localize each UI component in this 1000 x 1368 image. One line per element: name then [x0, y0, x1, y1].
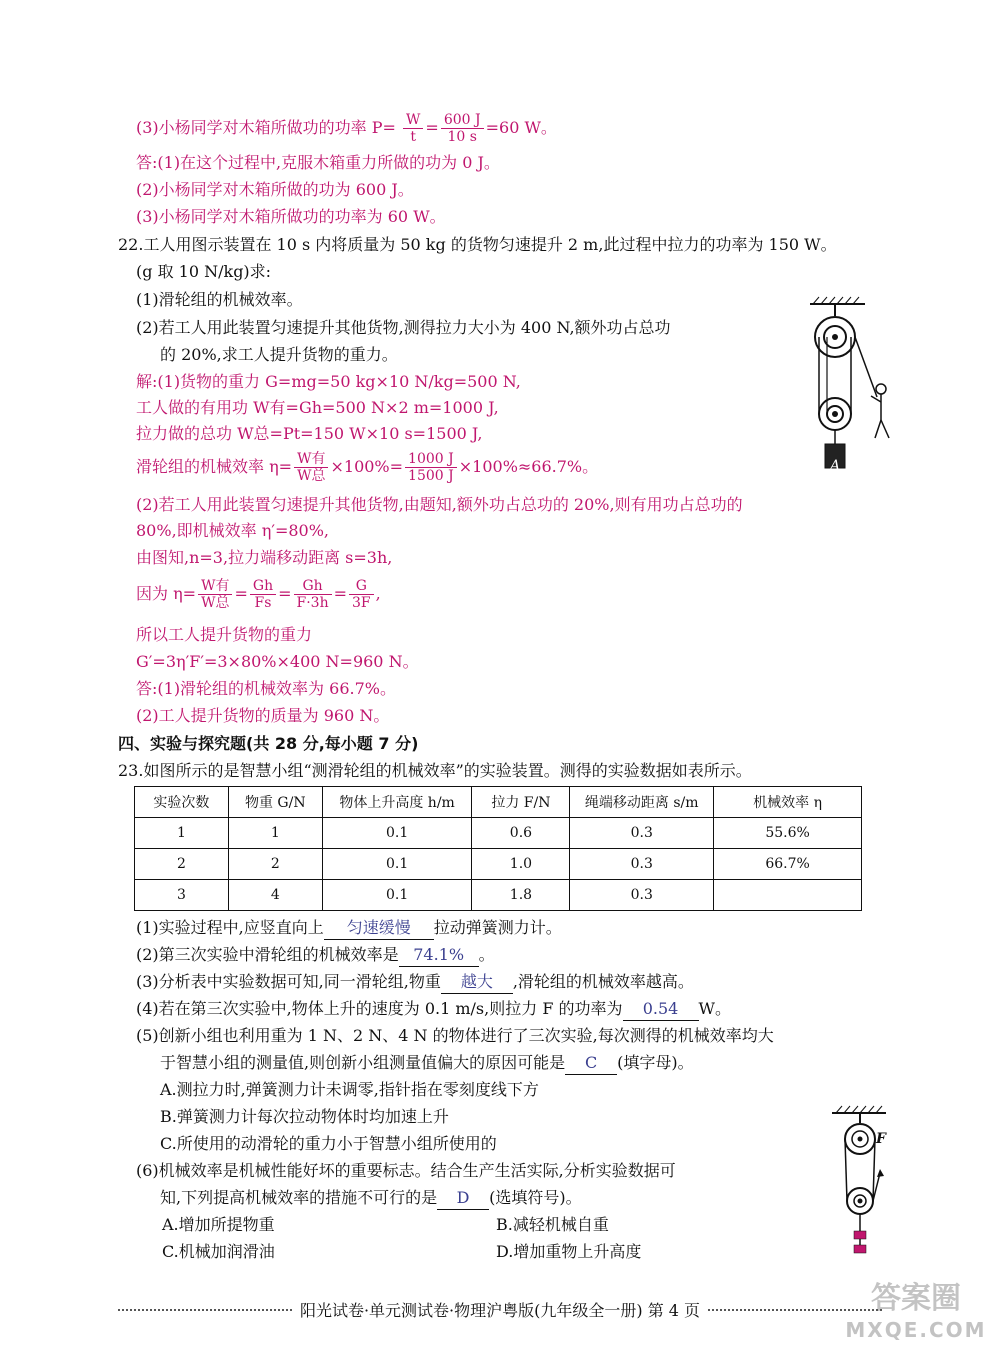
table-header-row [135, 787, 862, 818]
answer-blank: 匀速缓慢 [324, 917, 434, 940]
q23-sub-5a: (5)创新小组也利用重为 1 N、2 N、4 N 的物体进行了三次实验,每次测得的机械效率均大 [136, 1026, 774, 1045]
q23-s6b-post: (选填符号)。 [489, 1188, 582, 1207]
frac-numerator: W有 [198, 578, 232, 595]
q23-s3-pre: (3)分析表中实验数据可知,同一滑轮组,物重 [136, 972, 441, 991]
footer-dots-left [118, 1309, 292, 1311]
q22-sub-2b: 的 20%,求工人提升货物的重力。 [160, 345, 398, 364]
q22-answer-1: 答:(1)滑轮组的机械效率为 66.7%。 [136, 679, 396, 698]
watermark [836, 1280, 996, 1360]
q23-sub-2 [136, 944, 495, 967]
table-cell: 2 [135, 849, 229, 880]
q22-stem-1: 22.工人用图示装置在 10 s 内将质量为 50 kg 的货物匀速提升 2 m,此过程中拉力的功率为 150 W。 [118, 235, 837, 254]
q23-option-b: B.弹簧测力计每次拉动物体时均加速上升 [160, 1107, 449, 1126]
frac-numerator: Gh [250, 578, 276, 595]
table-cell: 0.3 [570, 849, 714, 880]
answer-blank: D [437, 1187, 489, 1210]
q22-solution-3: 拉力做的总功 W总=Pt=150 W×10 s=1500 J, [136, 424, 483, 443]
watermark-url: MXQE.COM [845, 1318, 987, 1342]
answer-blank: 0.54 [623, 998, 699, 1021]
table-cell: 1 [228, 818, 322, 849]
q22-solution-1: 解:(1)货物的重力 G=mg=50 kg×10 N/kg=500 N, [136, 372, 521, 391]
q23-choice-a: A.增加所提物重 [162, 1215, 275, 1234]
q23-s1-post: 拉动弹簧测力计。 [433, 918, 562, 937]
answer-blank: 越大 [441, 971, 513, 994]
frac-denominator: Fs [254, 595, 272, 611]
table-cell: 2 [228, 849, 322, 880]
q23-s4-post: W。 [698, 999, 731, 1018]
q22-efficiency-line [136, 449, 598, 485]
answer-blank: 74.1% [399, 944, 479, 967]
q22-eta-line: 因为 η= $\frac{\text{W有}}{\text{W总}}$ = $\frac{Gh}{Fs}$ = $\frac{Gh}{F\cdot 3h}$ = $\frac{G}{3F}$ , [136, 578, 381, 611]
table-header: 机械效率 η [714, 787, 862, 818]
table-header: 拉力 F/N [472, 787, 570, 818]
table-cell: 1.0 [472, 849, 570, 880]
q22-stem-2: (g 取 10 N/kg)求: [136, 262, 272, 281]
q23-option-a: A.测拉力时,弹簧测力计未调零,指针指在零刻度线下方 [160, 1080, 539, 1099]
q23-sub-5b [160, 1052, 694, 1075]
table-row [135, 818, 862, 849]
table-cell [714, 880, 862, 911]
table-row [135, 880, 862, 911]
q23-sub-3 [136, 971, 694, 994]
table-cell: 0.1 [322, 818, 472, 849]
eta-suffix: , [375, 584, 381, 603]
frac-denominator: t [410, 129, 417, 145]
answer-blank: C [565, 1052, 617, 1075]
q22-solution-2: 工人做的有用功 W有=Gh=500 N×2 m=1000 J, [136, 398, 499, 417]
q22-answer-2: (2)工人提升货物的质量为 960 N。 [136, 706, 390, 725]
frac-denominator: 10 s [447, 129, 477, 145]
table-cell: 0.3 [570, 880, 714, 911]
q23-sub-1 [136, 917, 562, 940]
frac-denominator: 3F [352, 595, 371, 611]
experiment-data-table [134, 786, 862, 911]
q23-sub-6b [160, 1187, 582, 1210]
table-cell: 4 [228, 880, 322, 911]
q23-sub-6a: (6)机械效率是机械性能好坏的重要标志。结合生产生活实际,分析实验数据可 [136, 1161, 676, 1180]
table-cell: 0.6 [472, 818, 570, 849]
frac-denominator: F·3h [296, 595, 329, 611]
table-cell: 0.1 [322, 849, 472, 880]
frac-numerator: W [403, 112, 423, 129]
weight-label: A [830, 458, 841, 474]
frac-denominator: W总 [297, 468, 326, 484]
q23-stem: 23.如图所示的是智慧小组“测滑轮组的机械效率”的实验装置。测得的实验数据如表所示。 [118, 761, 752, 780]
frac-denominator: 1500 J [408, 468, 454, 484]
q23-choice-d: D.增加重物上升高度 [496, 1242, 642, 1261]
section-4-title: 四、实验与探究题(共 28 分,每小题 7 分) [118, 734, 419, 753]
table-cell: 1.8 [472, 880, 570, 911]
q23-s4-pre: (4)若在第三次实验中,物体上升的速度为 0.1 m/s,则拉力 F 的功率为 [136, 999, 623, 1018]
force-label: F [876, 1131, 886, 1147]
eff-prefix: 滑轮组的机械效率 η= [136, 457, 293, 476]
q23-s1-pre: (1)实验过程中,应竖直向上 [136, 918, 324, 937]
q21-power-line: (3)小杨同学对木箱所做功的功率 P= $\frac{W}{t}$ = $\frac{600 J}{10 s}$ =60 W。 [136, 112, 557, 145]
pulley-person-figure [805, 292, 895, 477]
q22-solution-5b: 80%,即机械效率 η′=80%, [136, 521, 330, 540]
table-header: 物体上升高度 h/m [322, 787, 472, 818]
q23-option-c: C.所使用的动滑轮的重力小于智慧小组所使用的 [160, 1134, 497, 1153]
table-cell: 1 [135, 818, 229, 849]
eff-result: ×100%≈66.7%。 [458, 457, 599, 476]
frac-numerator: Gh [294, 578, 332, 595]
q23-choice-c: C.机械加润滑油 [162, 1242, 275, 1261]
q23-s5b-post: (填字母)。 [617, 1053, 694, 1072]
q21-answer-1: 答:(1)在这个过程中,克服木箱重力所做的功为 0 J。 [136, 153, 500, 172]
pulley-spring-figure [828, 1103, 898, 1261]
q23-s2-pre: (2)第三次实验中滑轮组的机械效率是 [136, 945, 399, 964]
q21-power-result: =60 W。 [485, 118, 557, 137]
frac-numerator: 1000 J [405, 451, 457, 468]
frac-numerator: W有 [294, 451, 328, 468]
table-cell: 3 [135, 880, 229, 911]
table-cell: 66.7% [714, 849, 862, 880]
table-header: 物重 G/N [228, 787, 322, 818]
table-cell: 55.6% [714, 818, 862, 849]
q23-s6b-pre: 知,下列提高机械效率的措施不可行的是 [160, 1188, 438, 1207]
table-header: 绳端移动距离 s/m [570, 787, 714, 818]
q23-s2-post: 。 [478, 945, 495, 964]
q22-sub-1: (1)滑轮组的机械效率。 [136, 290, 303, 309]
q23-choice-b: B.减轻机械自重 [496, 1215, 609, 1234]
watermark-logo: 答案圈 [871, 1281, 961, 1316]
table-cell: 0.1 [322, 880, 472, 911]
frac-numerator: 600 J [441, 112, 484, 129]
eff-mid: ×100%= [330, 457, 404, 476]
q22-sub-2a: (2)若工人用此装置匀速提升其他货物,测得拉力大小为 400 N,额外功占总功 [136, 318, 671, 337]
eta-prefix: 因为 η= [136, 584, 197, 603]
frac-numerator: G [349, 578, 374, 595]
frac-denominator: W总 [201, 595, 230, 611]
page-footer [110, 1298, 890, 1321]
table-cell: 0.3 [570, 818, 714, 849]
q21-answer-3: (3)小杨同学对木箱所做功的功率为 60 W。 [136, 207, 446, 226]
q23-s5b-pre: 于智慧小组的测量值,则创新小组测量值偏大的原因可能是 [160, 1053, 566, 1072]
table-header: 实验次数 [135, 787, 229, 818]
q21-answer-2: (2)小杨同学对木箱所做的功为 600 J。 [136, 180, 414, 199]
q22-solution-5a: (2)若工人用此装置匀速提升其他货物,由题知,额外功占总功的 20%,则有用功占总功的 [136, 495, 743, 514]
q23-sub-4 [136, 998, 731, 1021]
q21-power-prefix: (3)小杨同学对木箱所做功的功率 P= [136, 118, 396, 137]
footer-text: 阳光试卷·单元测试卷·物理沪粤版(九年级全一册) 第 4 页 [299, 1301, 701, 1320]
q22-solution-6: 由图知,n=3,拉力端移动距离 s=3h, [136, 548, 393, 567]
q23-s3-post: ,滑轮组的机械效率越高。 [512, 972, 694, 991]
q22-solution-9: G′=3η′F′=3×80%×400 N=960 N。 [136, 652, 419, 671]
q22-solution-8: 所以工人提升货物的重力 [136, 625, 313, 644]
table-row [135, 849, 862, 880]
